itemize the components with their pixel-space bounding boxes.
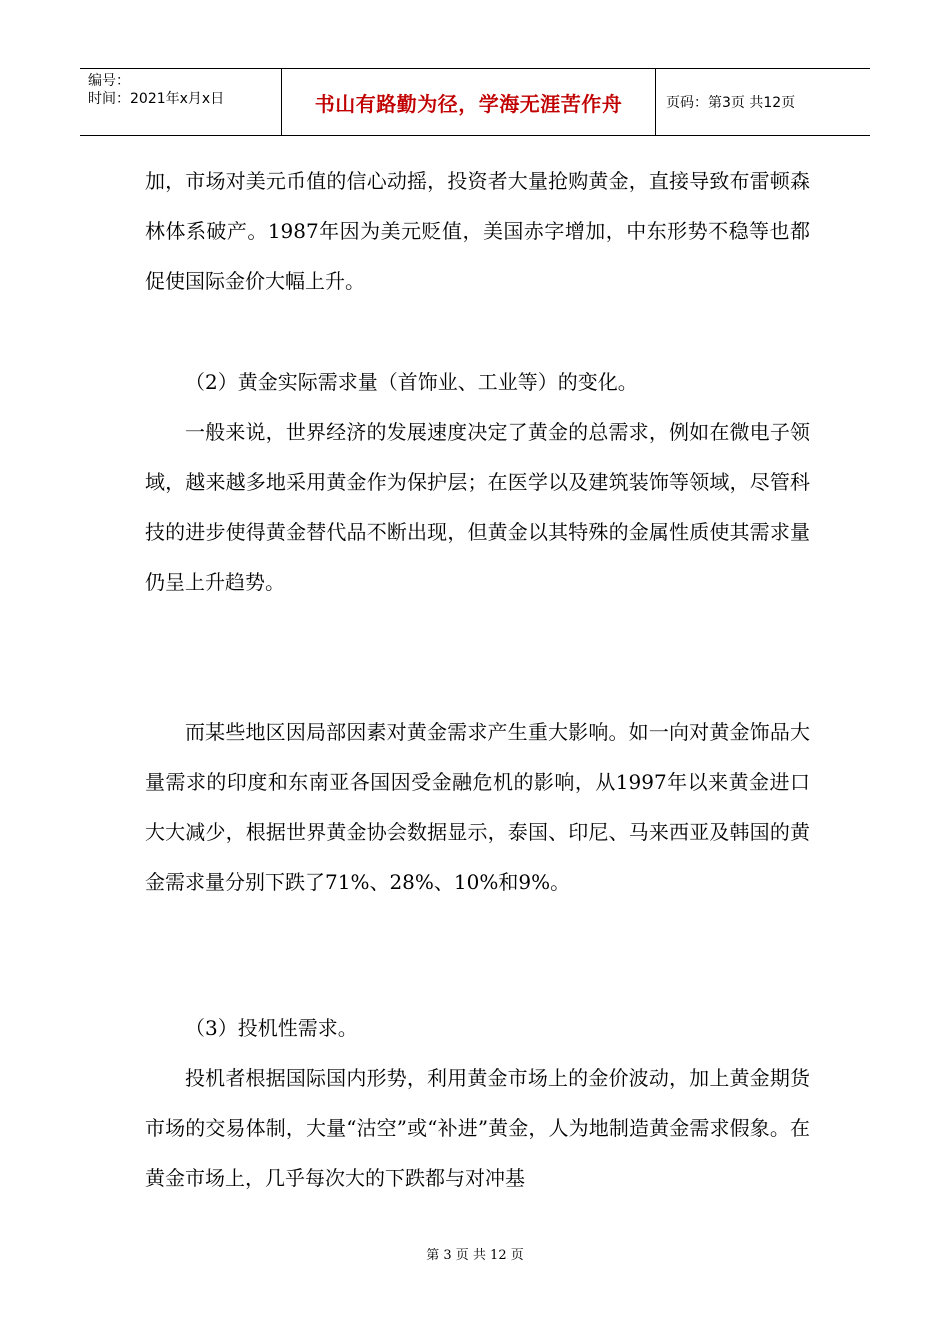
document-date-label: 时间：2021年x月x日: [88, 91, 225, 107]
header-meta-cell: [80, 69, 282, 135]
body-paragraph: 投机者根据国际国内形势，利用黄金市场上的金价波动，加上黄金期货市场的交易体制，大量“沽空”或“补进”黄金，人为地制造黄金需求假象。在黄金市场上，几乎每次大的下跌都与对冲基: [145, 1066, 810, 1190]
section-3-block: [145, 1003, 810, 1203]
section-2-block: [145, 357, 810, 607]
header-page-info: 页码：第3页 共12页: [666, 95, 796, 111]
header-motto: 书山有路勤为径，学海无涯苦作舟: [282, 69, 656, 135]
document-number-label: 编号：: [88, 73, 130, 89]
section-heading: （2）黄金实际需求量（首饰业、工业等）的变化。: [185, 370, 638, 394]
body-paragraph: 加，市场对美元币值的信心动摇，投资者大量抢购黄金，直接导致布雷顿森林体系破产。1987年因为美元贬值，美国赤字增加，中东形势不稳等也都促使国际金价大幅上升。: [145, 169, 810, 293]
paragraph-continuation: [145, 156, 810, 306]
body-paragraph: 而某些地区因局部因素对黄金需求产生重大影响。如一向对黄金饰品大量需求的印度和东南亚各国因受金融危机的影响，从1997年以来黄金进口大大减少，根据世界黄金协会数据显示，泰国、印尼、马来西亚及韩国的黄金需求量分别下跌了71%、28%、10%和9%。: [145, 720, 810, 894]
section-heading: （3）投机性需求。: [185, 1016, 358, 1040]
document-header: [80, 68, 870, 136]
body-paragraph: 一般来说，世界经济的发展速度决定了黄金的总需求，例如在微电子领域，越来越多地采用黄金作为保护层；在医学以及建筑装饰等领域，尽管科技的进步使得黄金替代品不断出现，但黄金以其特殊的金属性质使其需求量仍呈上升趋势。: [145, 420, 810, 594]
regional-demand-block: [145, 707, 810, 907]
page-footer: 第 3 页 共 12 页: [426, 1248, 524, 1263]
